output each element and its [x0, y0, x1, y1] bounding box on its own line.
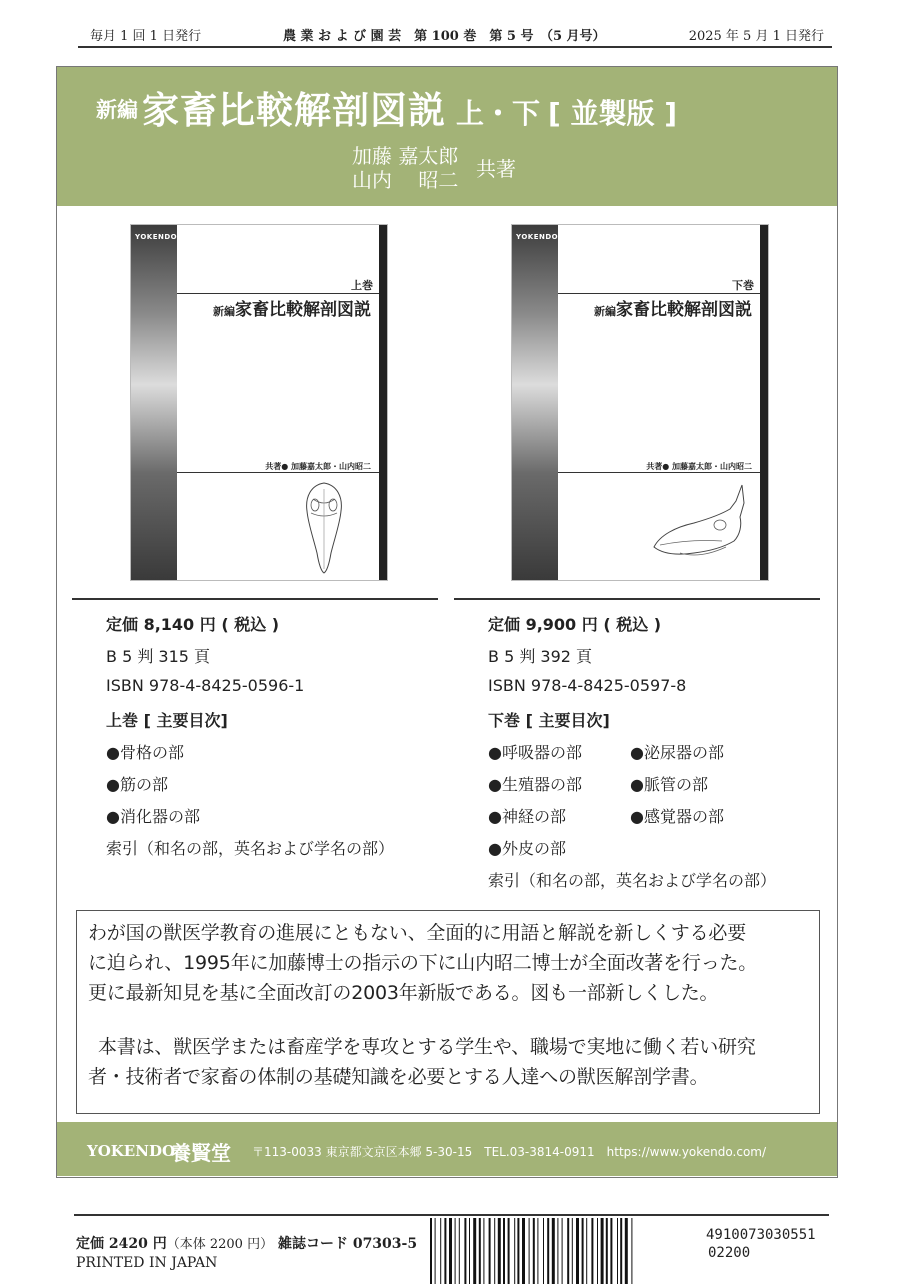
barcode-bar: [469, 1218, 470, 1284]
publisher-address: 〒113-0033 東京都文京区本郷 5-30-15 TEL.03-3814-0911 https://www.yokendo.com/: [252, 1145, 767, 1159]
issue-date: 2025 年 5 月 1 日発行: [688, 29, 824, 44]
cover-logo: YOKENDO: [135, 233, 178, 241]
vol2-price: 定価 9,900 円 ( 税込 ): [488, 615, 662, 634]
vol2-index: 索引（和名の部，英名および学名の部）: [488, 871, 777, 890]
printed-in: PRINTED IN JAPAN: [76, 1255, 218, 1271]
vol1-contents-heading: 上巻 [ 主要目次]: [106, 711, 228, 730]
barcode-bar: [473, 1218, 476, 1284]
title-main: 家畜比較解剖図説: [142, 89, 446, 132]
vol1-format: B 5 判 315 頁: [106, 647, 211, 666]
barcode-bar: [483, 1218, 484, 1284]
issue-info: 農 業 お よ び 園 芸 第 100 巻 第 5 号 （5 月号）: [283, 29, 606, 44]
barcode-bar: [479, 1218, 481, 1284]
barcode-bar: [494, 1218, 495, 1284]
barcode-bar: [537, 1218, 538, 1284]
vol1-contents-item: ●筋の部: [106, 775, 168, 794]
vol1-contents-item: ●消化器の部: [106, 807, 200, 826]
vol1-index: 索引（和名の部，英名および学名の部）: [106, 839, 395, 858]
cover-title: [594, 295, 752, 320]
author-role: 共著: [476, 157, 516, 181]
barcode-bar: [557, 1218, 558, 1284]
title-volumes: 上・下: [456, 97, 541, 130]
barcode-bar: [610, 1218, 612, 1284]
vol2-contents-item: ●泌尿器の部: [630, 743, 724, 762]
barcode-bar: [625, 1218, 628, 1284]
column-rule-right: [454, 598, 820, 600]
description-line: に迫られ、1995年に加藤博士の指示の下に山内昭二博士が全面改著を行った。: [88, 952, 758, 974]
vol2-contents-item: ●呼吸器の部: [488, 743, 582, 762]
barcode-bar: [567, 1218, 569, 1284]
cover-authors: 共著● 加藤嘉太郎・山内昭二: [265, 461, 371, 471]
skull-side-illustration-icon: [650, 481, 752, 561]
description-line: 本書は、獣医学または畜産学を専攻とする学生や、職場で実地に働く若い研究: [98, 1036, 756, 1058]
barcode-bar: [617, 1218, 618, 1284]
cover-rule: [558, 472, 760, 473]
description-line: 更に最新知見を基に全面改訂の2003年新版である。図も一部新しくした。: [88, 982, 719, 1004]
barcode-bar: [591, 1218, 593, 1284]
barcode-bar: [464, 1218, 466, 1284]
barcode-number: 4910073030551: [706, 1227, 816, 1243]
vol2-contents-item: ●神経の部: [488, 807, 566, 826]
cover-volume-label: 下巻: [732, 279, 754, 292]
cover-spine: [379, 225, 387, 580]
vol2-format: B 5 判 392 頁: [488, 647, 593, 666]
cover-title-main: 家畜比較解剖図説: [616, 300, 752, 320]
barcode-bar: [508, 1218, 510, 1284]
barcode-bar: [449, 1218, 452, 1284]
cover-spine: [760, 225, 768, 580]
publisher-name: 養賢堂: [171, 1141, 231, 1165]
cover-title-prefix: 新編: [594, 305, 616, 318]
barcode-bar: [529, 1218, 530, 1284]
magazine-header: [78, 22, 832, 48]
author-1: 加藤 嘉太郎: [352, 144, 459, 168]
barcode-bar: [440, 1218, 441, 1284]
publisher-brand-logo: YOKENDO: [87, 1142, 176, 1160]
cover-title-prefix: 新編: [213, 305, 235, 318]
cover-volume-label: 上巻: [351, 279, 373, 292]
description-line: 者・技術者で家畜の体制の基礎知識を必要とする人達への獣医解剖学書。: [88, 1066, 709, 1088]
barcode-bar: [455, 1218, 456, 1284]
vol2-contents-item: ●外皮の部: [488, 839, 566, 858]
barcode-bar: [576, 1218, 579, 1284]
publisher-banner: [57, 1122, 837, 1176]
book-cover-vol2: [511, 224, 769, 581]
cover-rule: [177, 293, 379, 294]
barcode-bar: [517, 1218, 519, 1284]
issue-frequency: 毎月 1 回 1 日発行: [90, 29, 202, 44]
cover-rule: [177, 472, 379, 473]
book-cover-vol1: [130, 224, 388, 581]
barcode-bar: [562, 1218, 563, 1284]
vol1-price: 定価 8,140 円 ( 税込 ): [106, 615, 280, 634]
barcode-bar: [503, 1218, 505, 1284]
barcode-bar: [489, 1218, 491, 1284]
vol2-contents-item: ●感覚器の部: [630, 807, 724, 826]
barcode-addon: 02200: [708, 1245, 751, 1261]
cover-photo-strip: [131, 225, 177, 580]
book-title: [96, 80, 677, 134]
cover-photo-strip: [512, 225, 558, 580]
barcode-bar: [586, 1218, 587, 1284]
vol1-isbn: ISBN 978-4-8425-0596-1: [106, 676, 305, 695]
cover-rule: [558, 293, 760, 294]
description-line: わが国の獣医学教育の進展にともない、全面的に用語と解説を新しくする必要: [88, 922, 747, 944]
barcode-bar: [606, 1218, 608, 1284]
bottom-rule: [74, 1214, 829, 1216]
barcode-bar: [620, 1218, 622, 1284]
skull-top-illustration-icon: [299, 479, 349, 575]
barcode-bar: [533, 1218, 535, 1284]
vol2-contents-item: ●脈管の部: [630, 775, 708, 794]
barcode-icon: [430, 1218, 698, 1284]
column-rule-left: [72, 598, 438, 600]
barcode-bar: [552, 1218, 555, 1284]
cover-logo: YOKENDO: [516, 233, 559, 241]
title-edition: [ 並製版 ]: [548, 97, 678, 130]
barcode-bar: [547, 1218, 549, 1284]
barcode-bar: [514, 1218, 515, 1284]
magazine-code: 雑誌コード 07303-5: [277, 1236, 418, 1252]
barcode-bar: [444, 1218, 446, 1284]
barcode-bar: [435, 1218, 436, 1284]
barcode-bar: [597, 1218, 598, 1284]
barcode-bar: [430, 1218, 432, 1284]
barcode-bar: [631, 1218, 632, 1284]
barcode-bar: [522, 1218, 525, 1284]
cover-title-main: 家畜比較解剖図説: [235, 300, 371, 320]
barcode-bar: [582, 1218, 584, 1284]
title-prefix: 新編: [96, 98, 138, 122]
barcode-bar: [543, 1218, 544, 1284]
barcode-bar: [572, 1218, 573, 1284]
vol2-contents-heading: 下巻 [ 主要目次]: [488, 711, 610, 730]
price-label: 定価 2420 円: [76, 1236, 167, 1252]
cover-title: [213, 295, 371, 320]
cover-authors: 共著● 加藤嘉太郎・山内昭二: [646, 461, 752, 471]
price-detail: （本体 2200 円）: [166, 1237, 274, 1252]
vol2-isbn: ISBN 978-4-8425-0597-8: [488, 676, 687, 695]
barcode-bar: [498, 1218, 501, 1284]
author-2: 山内 昭二: [352, 168, 459, 192]
vol2-contents-item: ●生殖器の部: [488, 775, 582, 794]
vol1-contents-item: ●骨格の部: [106, 743, 184, 762]
barcode-bar: [601, 1218, 604, 1284]
barcode-bar: [459, 1218, 460, 1284]
magazine-price: [76, 1233, 417, 1253]
